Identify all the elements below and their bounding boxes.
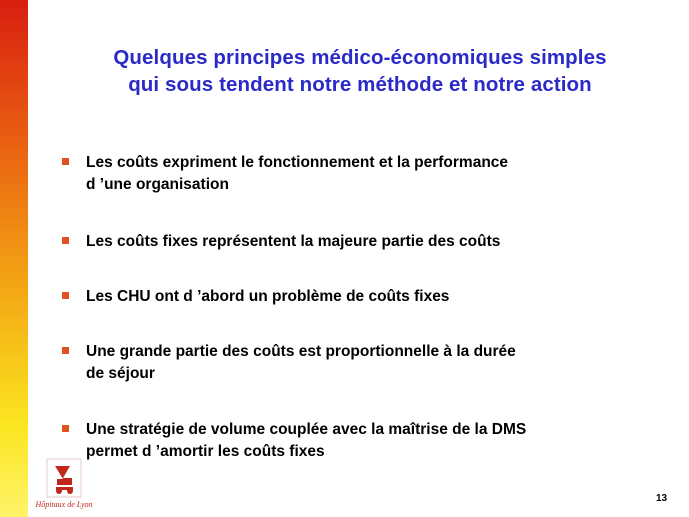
bullet-line: d ’une organisation	[86, 176, 229, 193]
bullet-line: Les coûts expriment le fonctionnement et la performance	[86, 154, 509, 171]
bullet-text	[86, 231, 658, 253]
bullet-text	[86, 286, 658, 308]
bullet-line: de séjour	[86, 365, 155, 382]
bullet-line: Une grande partie des coûts est proportionnelle à la durée	[86, 343, 516, 360]
side-gradient-bar	[0, 0, 28, 517]
bullet-line: Les coûts fixes représentent la majeure partie des coûts	[86, 233, 501, 250]
bullet-text	[86, 419, 658, 463]
square-bullet-icon	[62, 158, 69, 165]
bullet-line: Les CHU ont d ’abord un problème de coûts fixes	[86, 288, 450, 305]
hospital-logo	[34, 458, 94, 513]
title-line-1: Quelques principes médico-économiques simples	[113, 46, 607, 69]
logo-text: Hôpitaux de Lyon	[35, 500, 93, 509]
bullet-text	[86, 152, 658, 196]
square-bullet-icon	[62, 347, 69, 354]
slide-title	[40, 44, 680, 98]
page-number: 13	[656, 493, 668, 504]
square-bullet-icon	[62, 237, 69, 244]
square-bullet-icon	[62, 425, 69, 432]
bullet-line: Une stratégie de volume couplée avec la maîtrise de la DMS	[86, 421, 527, 438]
title-line-2: qui sous tendent notre méthode et notre action	[128, 73, 592, 96]
hospices-civils-lyon-logo-icon	[46, 458, 82, 498]
bullet-text	[86, 341, 658, 385]
square-bullet-icon	[62, 292, 69, 299]
bullet-line: permet d ’amortir les coûts fixes	[86, 443, 325, 460]
